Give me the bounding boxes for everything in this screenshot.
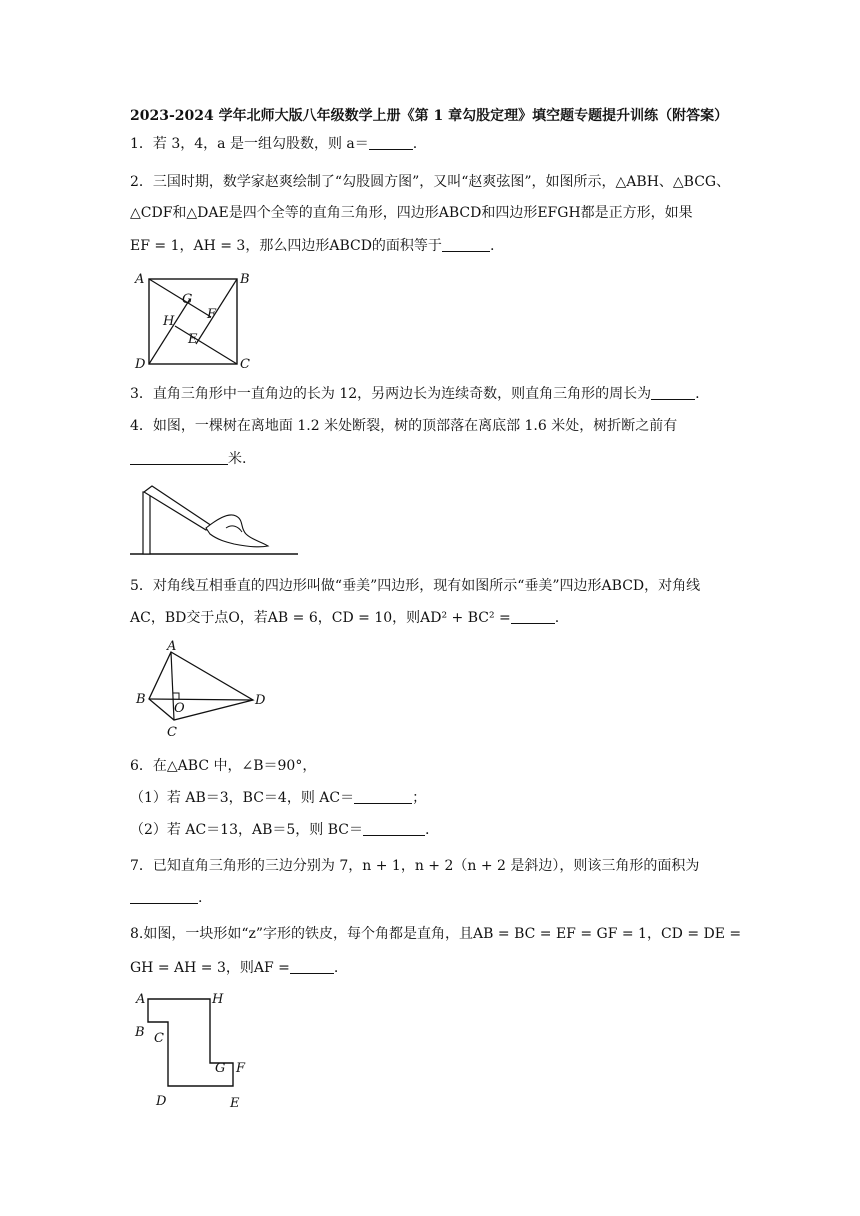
figure-z-shape (130, 990, 260, 1114)
question-6-part-2-end: . (425, 822, 430, 838)
tree-trunk (143, 492, 150, 554)
question-8-line-1: 8.如图，一块形如“z”字形的铁皮，每个角都是直角，且AB = BC = EF = GF = 1，CD = DE = (130, 926, 742, 942)
question-2-line-3 (130, 236, 494, 256)
label-h: H (163, 314, 175, 329)
figure-broken-tree (130, 480, 302, 560)
question-6-part-1-end: ； (412, 790, 427, 806)
question-2-text: EF = 1，AH = 3，那么四边形ABCD的面积等于 (130, 238, 442, 254)
question-8-line-2 (130, 958, 338, 978)
question-5-text: AC，BD交于点O，若AB = 6，CD = 10，则AD² + BC² = (130, 610, 511, 626)
tree-crown (206, 515, 268, 547)
answer-blank-5 (511, 609, 555, 624)
question-8-end: . (333, 960, 339, 976)
question-7-end: . (198, 890, 203, 906)
question-2-end: . (489, 238, 495, 254)
label-a: A (167, 640, 177, 654)
label-h: H (212, 992, 224, 1007)
question-4-line-2 (130, 449, 246, 469)
question-6-part-2-text: （2）若 AC＝13，AB＝5，则 BC＝ (130, 822, 364, 838)
answer-blank-4 (130, 450, 228, 465)
question-4-line-1: 4．如图，一棵树在离地面 1.2 米处断裂，树的顶部落在离底部 1.6 米处，树折断之前有 (130, 418, 678, 434)
line-ch (175, 326, 237, 364)
question-5-line-1: 5．对角线互相垂直的四边形叫做“垂美”四边形，现有如图所示“垂美”四边形ABCD，对角线 (130, 578, 701, 594)
question-5-end: . (554, 610, 560, 626)
answer-blank-2 (442, 237, 490, 252)
question-6-part-2 (130, 820, 429, 840)
answer-blank-8 (290, 959, 334, 974)
question-8-text: GH = AH = 3，则AF = (130, 960, 290, 976)
question-5-line-2 (130, 608, 559, 628)
label-d: D (135, 357, 146, 372)
question-7-line-1: 7．已知直角三角形的三边分别为 7，n + 1，n + 2（n + 2 是斜边），则该三角形的面积为 (130, 858, 700, 874)
question-3-end: . (695, 386, 700, 402)
question-6-part-1-text: （1）若 AB＝3，BC＝4，则 AC＝ (130, 790, 355, 806)
question-6-line-1: 6．在△ABC 中，∠B＝90°， (130, 758, 317, 774)
broken-part (144, 486, 212, 530)
figure-quadrilateral (130, 640, 270, 740)
question-3-text: 3．直角三角形中一直角边的长为 12，另两边长为连续奇数，则直角三角形的周长为 (130, 386, 652, 402)
label-a: A (135, 272, 145, 287)
answer-blank-6-2 (363, 821, 425, 836)
label-a: A (136, 992, 146, 1007)
label-e: E (230, 1096, 240, 1111)
question-2-line-2: △CDF和△DAE是四个全等的直角三角形，四边形ABCD和四边形EFGH都是正方形，如果 (130, 205, 693, 221)
label-g: G (182, 292, 193, 307)
question-2-line-1: 2．三国时期，数学家赵爽绘制了“勾股圆方图”，又叫“赵爽弦图”，如图所示，△ABH、△BCG、 (130, 174, 731, 190)
label-c: C (167, 725, 177, 740)
question-6-part-1 (130, 788, 426, 808)
label-f: F (236, 1061, 246, 1076)
figure-zhao-shuang (130, 268, 254, 372)
label-d: D (255, 693, 266, 708)
label-c: C (154, 1031, 164, 1046)
page-title: 2023-2024 学年北师大版八年级数学上册《第 1 章勾股定理》填空题专题提升训练（附答案） (130, 108, 729, 124)
line-ag (149, 279, 211, 317)
answer-blank-6-1 (354, 789, 412, 804)
diagonal-bd (149, 699, 253, 700)
right-angle-mark (173, 693, 179, 699)
label-c: C (240, 357, 250, 372)
label-d: D (156, 1094, 167, 1109)
question-1-end: . (412, 136, 418, 152)
answer-blank-7 (130, 889, 198, 904)
question-7-line-2 (130, 888, 202, 908)
question-1 (130, 134, 417, 154)
quad-abcd (149, 652, 253, 720)
answer-blank-1 (369, 135, 413, 150)
question-1-text: 1．若 3，4，a 是一组勾股数，则 a＝ (130, 136, 369, 152)
answer-blank-3 (651, 385, 695, 400)
label-e: E (188, 332, 198, 347)
question-3 (130, 384, 700, 404)
label-o: O (174, 701, 185, 716)
label-b: B (135, 1025, 145, 1040)
label-b: B (136, 692, 146, 707)
label-g: G (215, 1061, 226, 1076)
label-b: B (240, 272, 250, 287)
question-4-end: 米. (228, 451, 247, 467)
label-f: F (207, 307, 217, 322)
